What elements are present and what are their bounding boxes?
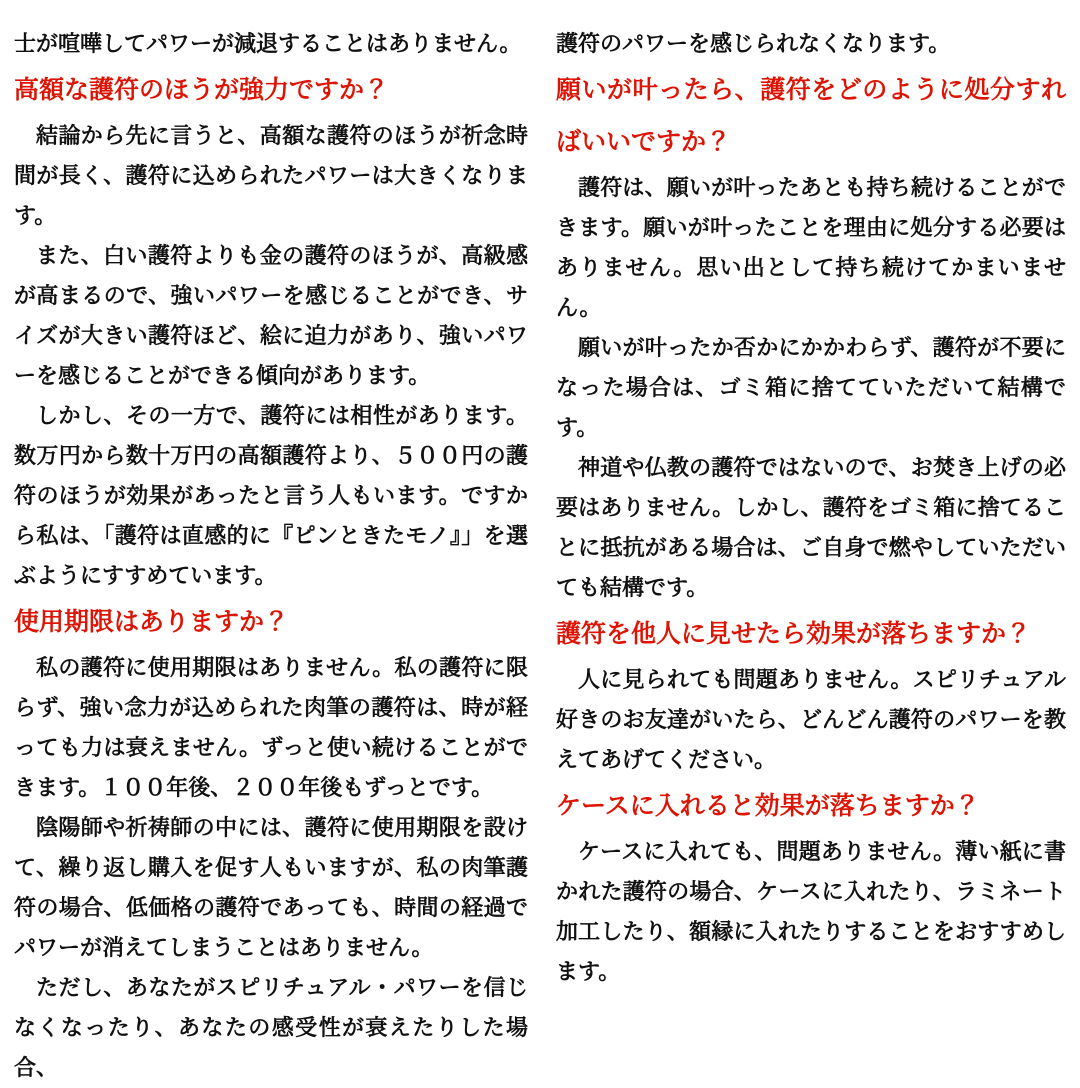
column-right (556, 24, 1066, 992)
faq-paragraph: 人に見られても問題ありません。スピリチュアル好きのお友達がいたら、どんどん護符のパワーを教えてあげてください。 (556, 667, 1066, 772)
faq-question-heading: 使用期限はありますか？ (14, 608, 290, 636)
faq-question-heading: 護符を他人に見せたら効果が落ちますか？ (556, 620, 1032, 648)
faq-paragraph: 願いが叶ったか否かにかかわらず、護符が不要になった場合は、ゴミ箱に捨てていただいて結構です。 (556, 335, 1066, 440)
faq-paragraph: 結論から先に言うと、高額な護符のほうが祈念時間が長く、護符に込められたパワーは大きくなります。 (14, 123, 528, 228)
faq-question-heading: 高額な護符のほうが強力ですか？ (14, 76, 390, 104)
faq-paragraph: 護符のパワーを感じられなくなります。 (556, 31, 951, 56)
faq-paragraph: しかし、その一方で、護符には相性があります。数万円から数十万円の高額護符より、５００円の護符のほうが効果があったと言う人もいます。ですから私は、「護符は直感的に『ピンときたモノ』」を選ぶようにすすめています。 (14, 403, 528, 588)
faq-paragraph: 護符は、願いが叶ったあとも持ち続けることができます。願いが叶ったことを理由に処分する必要はありません。思い出として持ち続けてかまいません。 (556, 175, 1066, 320)
faq-paragraph: また、白い護符よりも金の護符のほうが、高級感が高まるので、強いパワーを感じることができ、サイズが大きい護符ほど、絵に迫力があり、強いパワーを感じることができる傾向があります。 (14, 243, 528, 388)
faq-paragraph: 陰陽師や祈祷師の中には、護符に使用期限を設けて、繰り返し購入を促す人もいますが、私の肉筆護符の場合、低価格の護符であっても、時間の経過でパワーが消えてしまうことはありません。 (14, 815, 528, 960)
faq-paragraph: 士が喧嘩してパワーが減退することはありません。 (14, 31, 522, 56)
column-left (14, 24, 528, 1088)
faq-paragraph: ケースに入れても、問題ありません。薄い紙に書かれた護符の場合、ケースに入れたり、ラミネート加工したり、額縁に入れたりすることをおすすめします。 (556, 839, 1066, 984)
faq-question-heading: 願いが叶ったら、護符をどのように処分すればいいですか？ (556, 76, 1066, 156)
faq-paragraph: 私の護符に使用期限はありません。私の護符に限らず、強い念力が込められた肉筆の護符は、時が経っても力は衰えません。ずっと使い続けることができます。１００年後、２００年後もずっとです。 (14, 655, 528, 800)
faq-paragraph: ただし、あなたがスピリチュアル・パワーを信じなくなったり、あなたの感受性が衰えたりした場合、 (14, 975, 528, 1080)
faq-paragraph: 神道や仏教の護符ではないので、お焚き上げの必要はありません。しかし、護符をゴミ箱に捨てることに抵抗がある場合は、ご自身で燃やしていただいても結構です。 (556, 455, 1066, 600)
faq-question-heading: ケースに入れると効果が落ちますか？ (556, 792, 980, 820)
